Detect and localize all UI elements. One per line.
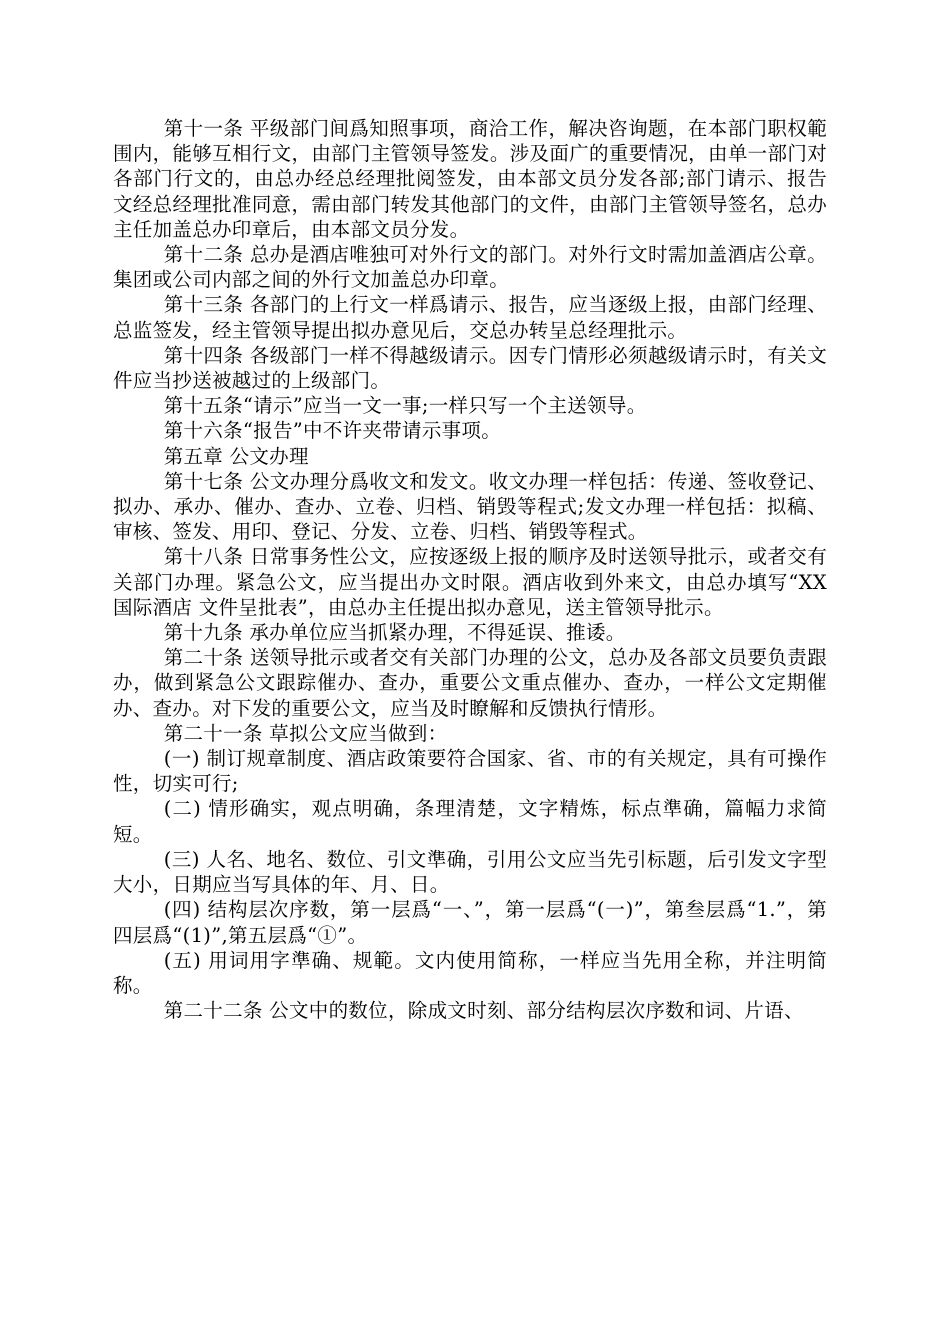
article-21-item-2: (二) 情形确实，观点明确，条理清楚，文字精炼，标点準确，篇幅力求简短。 bbox=[113, 797, 827, 846]
article-11-paragraph: 第十一条 平级部门间爲知照事项，商洽工作，解决咨询题，在本部门职权範围内，能够互相行文，由部门主管领导签发。涉及面广的重要情况，由单一部门对各部门行文的，由总办经总经理批阅签发，由本部文员分发各部;部门请示、报告文经总经理批准同意，需由部门转发其他部门的文件，由部门主管领导签名，总办主任加盖总办印章后，由本部文员分发。 bbox=[113, 117, 827, 241]
article-12-paragraph: 第十二条 总办是酒店唯独可对外行文的部门。对外行文时需加盖酒店公章。集团或公司内部之间的外行文加盖总办印章。 bbox=[113, 243, 827, 292]
article-19-paragraph: 第十九条 承办单位应当抓紧办理，不得延误、推诿。 bbox=[163, 621, 626, 645]
document-body bbox=[113, 116, 827, 1023]
article-20-paragraph: 第二十条 送领导批示或者交有关部门办理的公文，总办及各部文员要负责跟办，做到紧急公文跟踪催办、查办，重要公文重点催办、查办，一样公文定期催办、查办。对下发的重要公文，应当及时瞭解和反馈执行情形。 bbox=[113, 646, 827, 720]
article-21-paragraph: 第二十一条 草拟公文应当做到： bbox=[163, 721, 448, 745]
article-14-paragraph: 第十四条 各级部门一样不得越级请示。因专门情形必须越级请示时，有关文件应当抄送被越过的上级部门。 bbox=[113, 343, 827, 393]
article-15-paragraph: 第十五条“请示”应当一文一事;一样只写一个主送领导。 bbox=[163, 394, 647, 418]
article-13-paragraph: 第十三条 各部门的上行文一样爲请示、报告，应当逐级上报，由部门经理、总监签发，经主管领导提出拟办意见后，交总办转呈总经理批示。 bbox=[113, 293, 827, 342]
article-16-paragraph: 第十六条“报告”中不许夹带请示事项。 bbox=[163, 419, 502, 443]
article-21-item-5: (五) 用词用字準确、规範。文内使用简称，一样应当先用全称，并注明简称。 bbox=[113, 948, 827, 997]
article-17-paragraph: 第十七条 公文办理分爲收文和发文。收文办理一样包括：传递、签收登记、拟办、承办、催办、查办、立卷、归档、销毁等程式;发文办理一样包括：拟稿、审核、签发、用印、登记、分发、立卷、归档、销毁等程式。 bbox=[113, 469, 827, 544]
article-21-item-3: (三) 人名、地名、数位、引文準确，引用公文应当先引标题，后引发文字型大小，日期应当写具体的年、月、日。 bbox=[113, 847, 827, 897]
chapter-5-heading: 第五章 公文办理 bbox=[163, 444, 309, 468]
article-21-item-4: (四) 结构层次序数，第一层爲“一、”，第一层爲“(一)”，第叁层爲“1.”，第四层爲“(1)”,第五层爲“①”。 bbox=[113, 898, 827, 947]
article-21-item-1: (一) 制订规章制度、酒店政策要符合国家、省、市的有关规定，具有可操作性，切实可行; bbox=[113, 747, 827, 796]
article-22-paragraph: 第二十二条 公文中的数位，除成文时刻、部分结构层次序数和词、片语、 bbox=[163, 999, 804, 1023]
article-18-paragraph: 第十八条 日常事务性公文，应按逐级上报的顺序及时送领导批示，或者交有关部门办理。紧急公文，应当提出办文时限。酒店收到外来文，由总办填写“XX 国际酒店 文件呈批表”，由总办主任提出拟办意见，送主管领导批示。 bbox=[113, 545, 827, 619]
